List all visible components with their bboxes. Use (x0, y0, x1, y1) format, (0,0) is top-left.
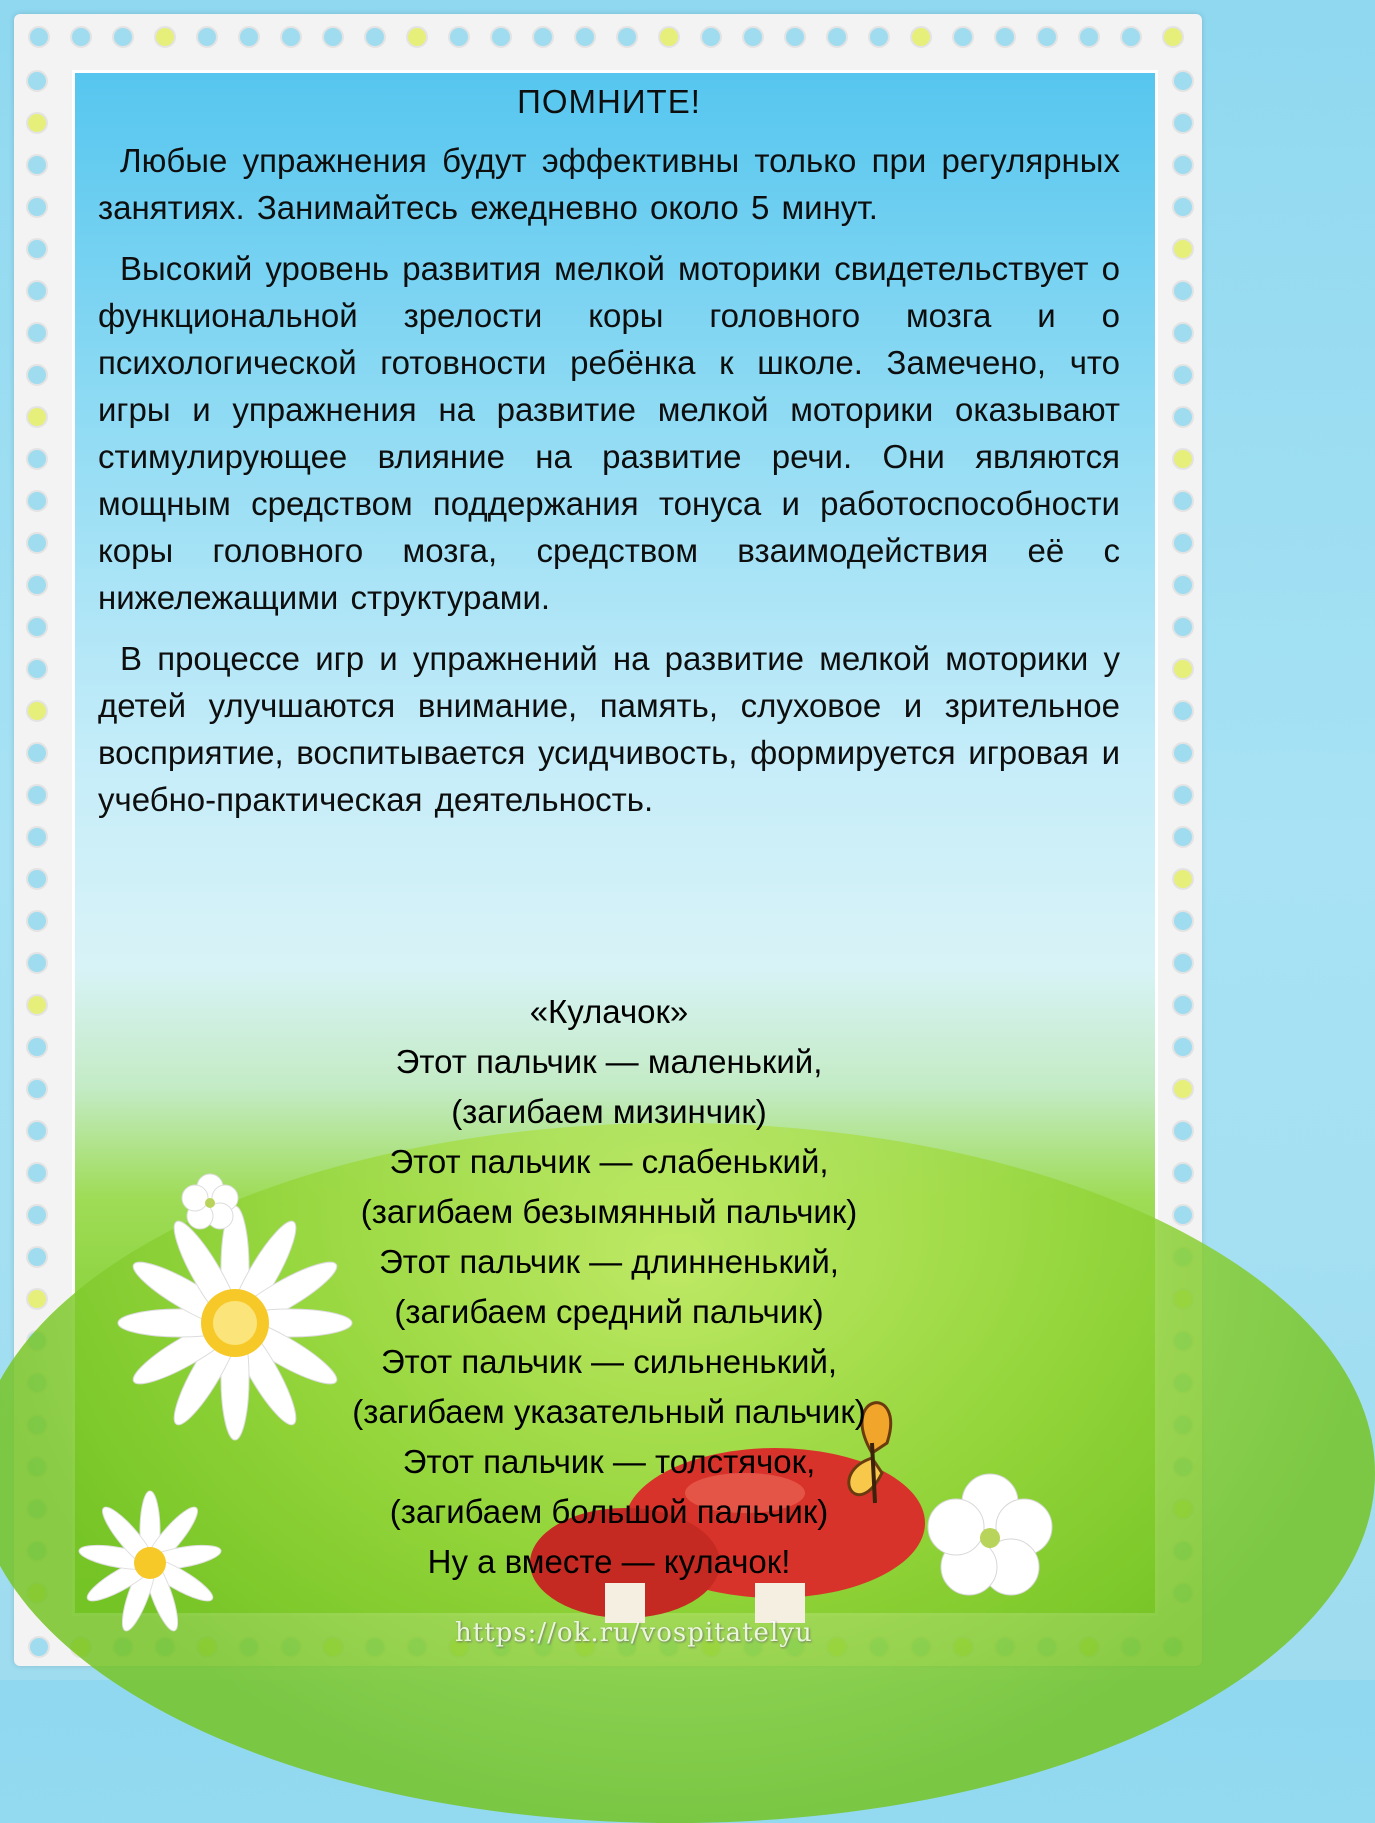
lace-dot (196, 26, 218, 48)
lace-dot (26, 112, 48, 134)
watermark-url: https://ok.ru/vospitatelyu (455, 1618, 813, 1648)
lace-dot (1172, 952, 1194, 974)
lace-dot (1172, 1162, 1194, 1184)
poem-line: Этот пальчик — длинненький, (379, 1243, 839, 1280)
lace-dot (26, 1036, 48, 1058)
lace-dot (784, 26, 806, 48)
poem-line: Этот пальчик — маленький, (395, 1043, 823, 1080)
lace-dot (1172, 154, 1194, 176)
paragraph-3: В процессе игр и упражнений на развитие мелкой моторики у детей улучшаются внимание, память, слуховое и зрительное восприятие, воспитывается усидчивость, формируется игровая и учебно-практическая деятельность. (98, 640, 1120, 818)
lace-dot (154, 26, 176, 48)
lace-dot (532, 26, 554, 48)
poem-line: (загибаем указательный пальчик) (352, 1393, 866, 1430)
lace-dot (1172, 574, 1194, 596)
lace-dot (1172, 406, 1194, 428)
lace-dot (1172, 1078, 1194, 1100)
poem-title: «Кулачок» (529, 993, 689, 1030)
lace-dot (1172, 364, 1194, 386)
lace-dot (26, 1162, 48, 1184)
lace-dot (1172, 1036, 1194, 1058)
lace-dot (364, 26, 386, 48)
lace-dot (1036, 26, 1058, 48)
document-body (98, 78, 1120, 837)
poem-line: Этот пальчик — слабенький, (389, 1143, 829, 1180)
lace-dot (1172, 196, 1194, 218)
lace-dot (1172, 658, 1194, 680)
lace-dot (26, 1246, 48, 1268)
lace-dot (26, 658, 48, 680)
lace-dot (26, 616, 48, 638)
lace-dot (26, 154, 48, 176)
lace-dot (1172, 280, 1194, 302)
poem-line: Ну а вместе — кулачок! (427, 1543, 791, 1580)
lace-dot (1172, 700, 1194, 722)
lace-dot (616, 26, 638, 48)
lace-dot (1172, 490, 1194, 512)
lace-dot (1172, 322, 1194, 344)
lace-dot (742, 26, 764, 48)
lace-dot (238, 26, 260, 48)
lace-dot (280, 26, 302, 48)
lace-dot (574, 26, 596, 48)
lace-dot (26, 784, 48, 806)
lace-dot (26, 700, 48, 722)
poem-line: Этот пальчик — сильненький, (380, 1343, 838, 1380)
lace-dot (1172, 868, 1194, 890)
lace-dot (1172, 616, 1194, 638)
poem-line: (загибаем безымянный пальчик) (360, 1193, 858, 1230)
lace-dot (26, 742, 48, 764)
lace-dot (1172, 238, 1194, 260)
lace-dot (1172, 112, 1194, 134)
lace-dot (700, 26, 722, 48)
lace-dot (1078, 26, 1100, 48)
lace-dot (322, 26, 344, 48)
lace-dot (658, 26, 680, 48)
lace-dot (406, 26, 428, 48)
lace-dot (26, 952, 48, 974)
lace-dot (1172, 532, 1194, 554)
poem-line: (загибаем большой пальчик) (389, 1493, 829, 1530)
lace-dot (26, 280, 48, 302)
lace-dot (1172, 784, 1194, 806)
lace-dot (26, 994, 48, 1016)
lace-dot (26, 364, 48, 386)
lace-dot (448, 26, 470, 48)
lace-dot (26, 1120, 48, 1142)
lace-dot (1172, 994, 1194, 1016)
lace-dot (1172, 1204, 1194, 1226)
lace-dot (26, 532, 48, 554)
lace-dot (1120, 26, 1142, 48)
lace-dot (1172, 448, 1194, 470)
lace-dot (26, 868, 48, 890)
lace-dot (490, 26, 512, 48)
lace-dot (1172, 70, 1194, 92)
paragraph-1: Любые упражнения будут эффективны только при регулярных занятиях. Занимайтесь ежедневно около 5 минут. (98, 142, 1120, 226)
lace-dot (26, 1078, 48, 1100)
poem-line: Этот пальчик — толстячок, (402, 1443, 816, 1480)
lace-dot (26, 910, 48, 932)
lace-dot (26, 1288, 48, 1310)
lace-dot (26, 574, 48, 596)
lace-dot (70, 26, 92, 48)
lace-dot (1172, 742, 1194, 764)
lace-dot (26, 1204, 48, 1226)
lace-dot (26, 196, 48, 218)
page-title: ПОМНИТЕ! (517, 83, 701, 120)
poem (98, 987, 1120, 1587)
lace-dot (1172, 910, 1194, 932)
poem-line: (загибаем средний пальчик) (394, 1293, 824, 1330)
lace-dot (26, 826, 48, 848)
lace-dot (26, 70, 48, 92)
lace-dot (1172, 1120, 1194, 1142)
lace-dot (868, 26, 890, 48)
lace-dot (910, 26, 932, 48)
lace-dot (26, 448, 48, 470)
lace-dot (26, 322, 48, 344)
lace-dot (28, 26, 50, 48)
lace-dot (826, 26, 848, 48)
lace-dot (26, 406, 48, 428)
lace-dot (26, 490, 48, 512)
lace-dot (28, 1636, 50, 1658)
lace-dot (112, 26, 134, 48)
lace-dot (952, 26, 974, 48)
poem-line: (загибаем мизинчик) (451, 1093, 767, 1130)
lace-dot (994, 26, 1016, 48)
paragraph-2: Высокий уровень развития мелкой моторики свидетельствует о функциональной зрелости коры головного мозга и о психологической готовности ребёнка к школе. Замечено, что игры и упражнения на развитие мелкой моторики оказывают стимулирующее влияние на развитие речи. Они являются мощным средством поддержания тонуса и работоспособности коры головного мозга, средством взаимодействия её с нижележащими структурами. (98, 250, 1120, 616)
lace-dot (1162, 26, 1184, 48)
lace-dot (26, 238, 48, 260)
lace-dot (1172, 826, 1194, 848)
